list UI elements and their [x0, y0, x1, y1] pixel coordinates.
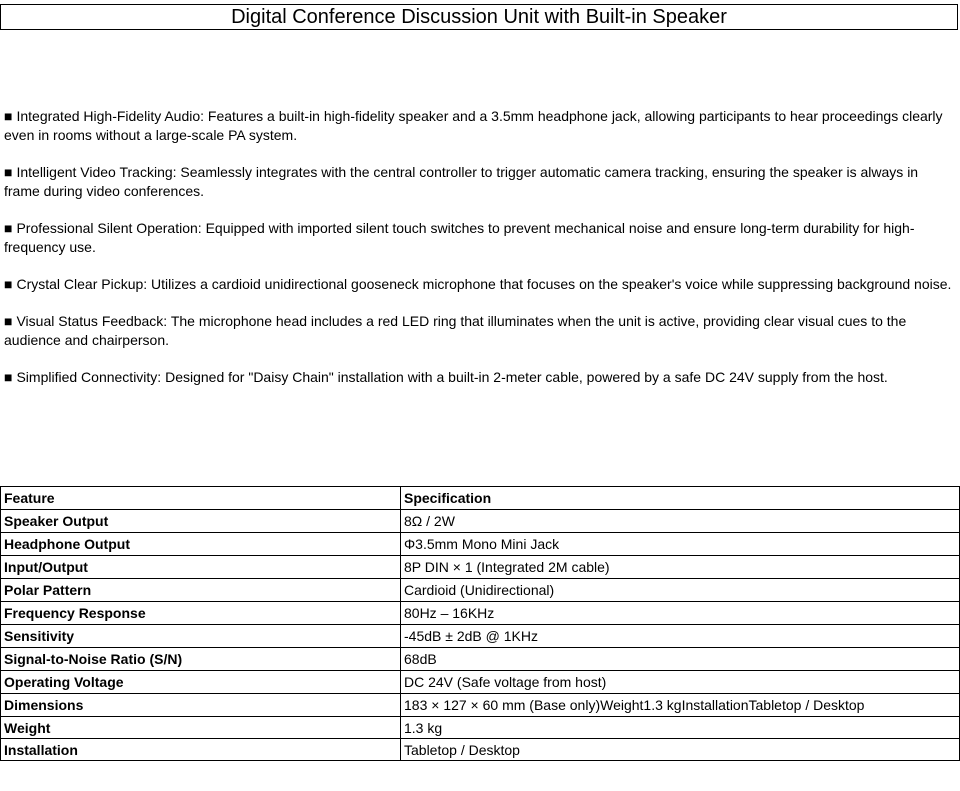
spec-value: -45dB ± 2dB @ 1KHz: [401, 625, 960, 648]
feature-text: Crystal Clear Pickup: Utilizes a cardioid unidirectional gooseneck microphone that focuses on the speaker's voice while suppressing background noise.: [16, 276, 952, 292]
spec-value: 8Ω / 2W: [401, 510, 960, 533]
spec-name: Signal-to-Noise Ratio (S/N): [1, 648, 401, 671]
feature-text: Intelligent Video Tracking: Seamlessly integrates with the central controller to trigger automatic camera tracking, ensuring the speaker is always in frame during video conferences.: [4, 164, 919, 199]
spec-name: Speaker Output: [1, 510, 401, 533]
table-header-row: [1, 487, 960, 510]
bullet-square-icon: ■: [4, 108, 13, 124]
table-row: [1, 739, 960, 761]
feature-text: Professional Silent Operation: Equipped with imported silent touch switches to prevent mechanical noise and ensure long-term durability for high-frequency use.: [4, 220, 915, 255]
feature-item: [4, 107, 954, 145]
spec-value: Tabletop / Desktop: [401, 739, 960, 761]
spec-name: Weight: [1, 717, 401, 739]
table-row: [1, 625, 960, 648]
feature-item: [4, 368, 954, 387]
spec-value: 183 × 127 × 60 mm (Base only)Weight1.3 kgInstallationTabletop / Desktop: [401, 694, 960, 717]
spec-name: Operating Voltage: [1, 671, 401, 694]
table-row: [1, 602, 960, 625]
spec-name: Sensitivity: [1, 625, 401, 648]
page-title: Digital Conference Discussion Unit with Built-in Speaker: [231, 5, 727, 28]
table-row: [1, 579, 960, 602]
spec-value: Φ3.5mm Mono Mini Jack: [401, 533, 960, 556]
spec-value: 80Hz – 16KHz: [401, 602, 960, 625]
spec-value: 8P DIN × 1 (Integrated 2M cable): [401, 556, 960, 579]
spec-name: Frequency Response: [1, 602, 401, 625]
feature-text: Integrated High-Fidelity Audio: Features a built-in high-fidelity speaker and a 3.5mm headphone jack, allowing participants to hear proceedings clearly even in rooms without a large-scale PA system.: [4, 108, 943, 143]
feature-item: [4, 275, 954, 294]
bullet-square-icon: ■: [4, 220, 13, 236]
feature-item: [4, 219, 954, 257]
table-row: [1, 556, 960, 579]
bullet-square-icon: ■: [4, 276, 13, 292]
feature-text: Visual Status Feedback: The microphone head includes a red LED ring that illuminates when the unit is active, providing clear visual cues to the audience and chairperson.: [4, 313, 907, 348]
feature-item: [4, 163, 954, 201]
table-row: [1, 510, 960, 533]
spec-name: Dimensions: [1, 694, 401, 717]
bullet-square-icon: ■: [4, 164, 13, 180]
bullet-square-icon: ■: [4, 369, 13, 385]
table-row: [1, 671, 960, 694]
column-header-specification: Specification: [401, 487, 960, 510]
table-row: [1, 533, 960, 556]
spec-table: [0, 486, 960, 761]
spec-name: Installation: [1, 739, 401, 761]
spec-value: DC 24V (Safe voltage from host): [401, 671, 960, 694]
column-header-feature: Feature: [1, 487, 401, 510]
page-title-box: [0, 4, 958, 30]
table-row: [1, 717, 960, 739]
spec-name: Input/Output: [1, 556, 401, 579]
spec-value: Cardioid (Unidirectional): [401, 579, 960, 602]
feature-item: [4, 312, 954, 350]
spec-name: Polar Pattern: [1, 579, 401, 602]
spec-value: 68dB: [401, 648, 960, 671]
bullet-square-icon: ■: [4, 313, 13, 329]
spec-value: 1.3 kg: [401, 717, 960, 739]
feature-text: Simplified Connectivity: Designed for "Daisy Chain" installation with a built-in 2-meter cable, powered by a safe DC 24V supply from the host.: [16, 369, 888, 385]
feature-list: [4, 107, 954, 405]
spec-name: Headphone Output: [1, 533, 401, 556]
table-row: [1, 694, 960, 717]
table-row: [1, 648, 960, 671]
